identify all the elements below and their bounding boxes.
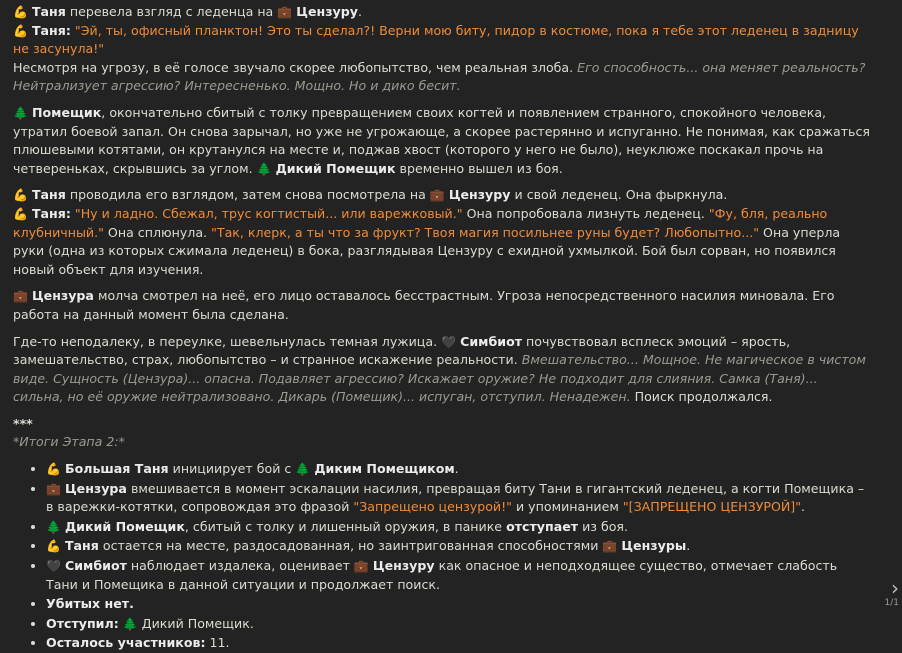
evergreen-tree-icon: 🌲 — [122, 616, 138, 631]
briefcase-icon: 💼 — [13, 289, 28, 304]
swipe-counter: 1/1 — [884, 598, 899, 609]
summary-list — [13, 460, 872, 653]
briefcase-icon: 💼 — [602, 539, 618, 554]
inner-thought: Вмешательство... Мощное. Не магическое в чистом виде. Сущность (Цензура)... опасна. Подавляет агрессию? Искажает оружие? Не подходит для слияния. Самка (Таня)... сильна, но её оружие нейтрализовано. Дикарь (Помещик)... испуган, отступил. Ненадежен. — [13, 352, 866, 405]
flexed-biceps-icon: 💪 — [13, 5, 28, 19]
character-name: Дикий Помещик — [275, 160, 396, 176]
black-heart-icon: 🖤 — [441, 334, 457, 349]
list-item: • Осталось участников: 11. — [46, 634, 872, 653]
character-name: Таня — [31, 187, 66, 203]
paragraph-censor: 💼 Цензура молча смотрел на неё, его лицо оставалось бесстрастным. Угроза непосредственного насилия миновала. Его работа на данный момент была сделана. — [13, 288, 835, 322]
list-item: • Убитых нет. — [46, 595, 872, 614]
briefcase-icon: 💼 — [277, 5, 293, 19]
list-item: • 💪 Большая Таня инициирует бой с 🌲 Диким Помещиком. — [46, 460, 872, 479]
character-name: Помещик — [31, 104, 102, 120]
black-heart-icon: 🖤 — [46, 559, 61, 574]
flexed-biceps-icon: 💪 — [46, 539, 61, 554]
separator: *** — [13, 415, 33, 431]
character-name: Таня — [31, 4, 66, 19]
evergreen-tree-icon: 🌲 — [295, 462, 311, 477]
list-item: • Отступил: 🌲 Дикий Помещик. — [46, 615, 872, 634]
character-name: Цензура — [31, 288, 94, 304]
briefcase-icon: 💼 — [429, 188, 445, 203]
dialogue-quote: "Ну и ладно. Сбежал, трус когтистый... или варежковый." — [74, 205, 463, 221]
list-item: • 🖤 Симбиот наблюдает издалека, оценивает 💼 Цензуру как опасное и неподходящее существо, отмечает слабость Тани и Помещика в данной ситуации и продолжает поиск. — [46, 557, 872, 594]
swipe-right-arrow-icon[interactable]: › — [891, 576, 899, 601]
briefcase-icon: 💼 — [353, 559, 369, 574]
character-name: Таня: — [31, 205, 71, 221]
paragraph-tanya-reaction: 💪 Таня проводила его взглядом, затем снова посмотрела на 💼 Цензуру и свой леденец. Она фыркнула. 💪 Таня: "Ну и ладно. Сбежал, трус когтистый... или варежковый." Она попробовала лизнуть леденец. "Фу, бля, реально клубничный." Она сплюнула. "Так, клерк, а ты что за фрукт? Твоя магия посильнее руны будет? Любопытно..." Она уперла руки (одна из которых сжимала леденец) в бока, разглядывая Цензуру с ехидной ухмылкой. Бой был сорван, но появился новый объект для изучения. — [13, 187, 841, 277]
dialogue-quote: "Так, клерк, а ты что за фрукт? Твоя магия посильнее руны будет? Любопытно..." — [211, 224, 760, 240]
summary-heading: *Итоги Этапа 2:* — [13, 434, 125, 450]
flexed-biceps-icon: 💪 — [13, 23, 28, 38]
list-item: • 💼 Цензура вмешивается в момент эскалации насилия, превращая биту Тани в гигантский леденец, а когти Помещика – в варежки-котятки, сопровождая это фразой "Запрещено цензурой!" и упоминанием "[ЗАПРЕЩЕНО ЦЕНЗУРОЙ]". — [46, 480, 872, 517]
paragraph-symbiote: Где-то неподалеку, в переулке, шевельнулась темная лужица. 🖤 Симбиот почувствовал всплеск эмоций – ярость, замешательство, страх, любопытство – и странное искажение реальности. Вмешательство... Мощное. Не магическое в чистом виде. Сущность (Цензура)... опасна. Подавляет агрессию? Искажает оружие? Не подходит для слияния. Самка (Таня)... сильна, но её оружие нейтрализовано. Дикарь (Помещик)... испуган, отступил. Ненадежен. Поиск продолжался. — [13, 333, 866, 405]
flexed-biceps-icon: 💪 — [13, 188, 28, 203]
list-item: • 💪 Таня остается на месте, раздосадованная, но заинтригованная способностями 💼 Цензуры. — [46, 537, 872, 556]
dialogue-quote: "Эй, ты, офисный планктон! Это ты сделал?! Верни мою биту, пидор в костюме, пока я тебе этот леденец в задницу не засунула!" — [13, 22, 859, 57]
evergreen-tree-icon: 🌲 — [256, 161, 272, 176]
paragraph-tanya-threat: 💪 Таня перевела взгляд с леденца на 💼 Цензуру. 💪 Таня: "Эй, ты, офисный планктон! Это ты сделал?! Верни мою биту, пидор в костюме, пока я тебе этот леденец в задницу не засунула!" Несмотря на угрозу, в её голосе звучало скорее любопытство, чем реальная злоба. Его способность... она меняет реальность? Нейтрализует агрессию? Интересненько. Мощно. Но и дико бесит. — [13, 4, 866, 94]
character-name: Симбиот — [460, 333, 523, 349]
list-item: • 🌲 Дикий Помещик, сбитый с толку и лишенный оружия, в панике отступает из боя. — [46, 518, 872, 537]
character-name: Таня: — [31, 22, 71, 38]
inner-thought: Его способность... она меняет реальность? Нейтрализует агрессию? Интересненько. Мощно. Но и дико бесит. — [13, 59, 866, 94]
evergreen-tree-icon: 🌲 — [13, 105, 28, 120]
paragraph-pomeshchik-retreat: 🌲 Помещик, окончательно сбитый с толку превращением своих когтей и появлением странного, спокойного человека, утратил боевой запал. Он снова зарычал, но уже не угрожающе, а скорее растерянно и испуганно. Не понимая, как сражаться плюшевыми котятами, он крутанулся на месте и, поджав хвост (которого у него не было), неуклюже поскакал прочь на четвереньках, скрывшись за углом. 🌲 Дикий Помещик временно вышел из боя. — [13, 104, 870, 176]
dialogue-quote: "Фу, бля, реально клубничный." — [13, 205, 828, 240]
character-name: Цензуру — [296, 4, 358, 19]
character-name: Цензуру — [448, 187, 511, 203]
briefcase-icon: 💼 — [46, 481, 61, 496]
flexed-biceps-icon: 💪 — [46, 462, 61, 477]
flexed-biceps-icon: 💪 — [13, 206, 28, 221]
evergreen-tree-icon: 🌲 — [46, 519, 61, 534]
